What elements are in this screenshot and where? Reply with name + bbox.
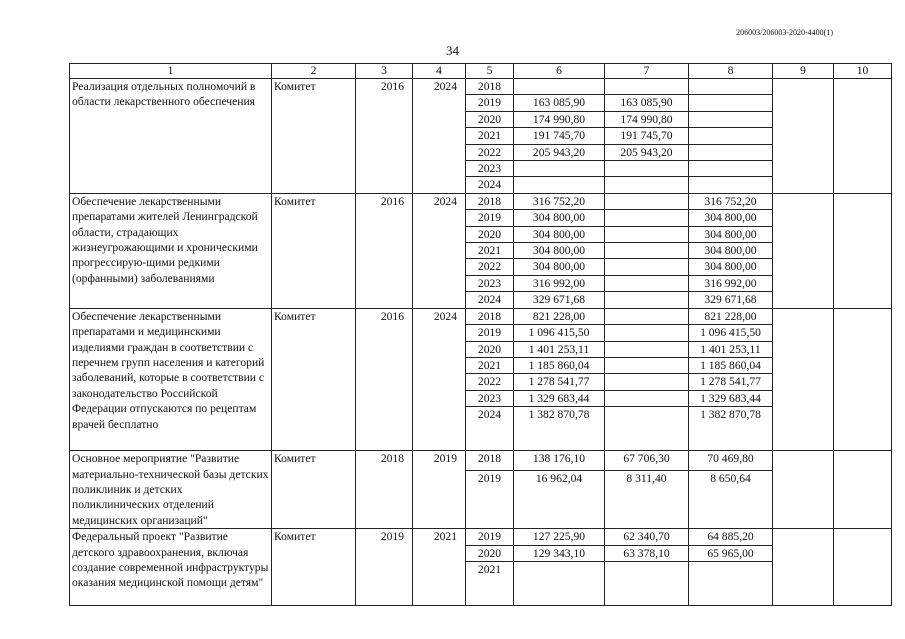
- regional-amount: 1 329 683,44: [689, 390, 773, 406]
- regional-amount: 70 469,80: [689, 451, 773, 471]
- regional-amount: 1 185 860,04: [689, 357, 773, 373]
- total-amount: [514, 161, 605, 177]
- year: 2019: [466, 529, 514, 545]
- total-amount: 329 671,68: [514, 292, 605, 308]
- year: 2021: [466, 128, 514, 144]
- start-year: 2016: [356, 193, 413, 308]
- federal-amount: 62 340,70: [605, 529, 689, 545]
- federal-amount: [605, 325, 689, 341]
- table-body: [70, 79, 892, 606]
- col-10-cell: [834, 193, 892, 308]
- year: 2022: [466, 259, 514, 275]
- federal-amount: [605, 177, 689, 193]
- federal-amount: 174 990,80: [605, 111, 689, 127]
- total-amount: 16 962,04: [514, 471, 605, 529]
- column-header: 1: [70, 64, 272, 79]
- end-year: 2024: [413, 193, 466, 308]
- year: 2020: [466, 226, 514, 242]
- column-header: 6: [514, 64, 605, 79]
- col-9-cell: [773, 79, 834, 194]
- end-year: 2019: [413, 451, 466, 529]
- regional-amount: 304 800,00: [689, 226, 773, 242]
- page-number: 34: [446, 43, 459, 58]
- regional-amount: 316 752,20: [689, 193, 773, 209]
- start-year: 2018: [356, 451, 413, 529]
- executor: Комитет: [272, 308, 356, 450]
- federal-amount: [605, 390, 689, 406]
- total-amount: [514, 177, 605, 193]
- total-amount: 174 990,80: [514, 111, 605, 127]
- federal-amount: [605, 193, 689, 209]
- regional-amount: 1 401 253,11: [689, 341, 773, 357]
- regional-amount: 316 992,00: [689, 275, 773, 291]
- total-amount: 1 096 415,50: [514, 325, 605, 341]
- year: 2022: [466, 144, 514, 160]
- col-10-cell: [834, 529, 892, 606]
- regional-amount: 821 228,00: [689, 308, 773, 324]
- item-name: Федеральный проект "Развитие детского здравоохранения, включая создание современной инфраструктуры оказания медицинской помощи детям": [70, 529, 272, 606]
- regional-amount: 1 382 870,78: [689, 407, 773, 451]
- federal-amount: [605, 292, 689, 308]
- executor: Комитет: [272, 451, 356, 529]
- year: 2020: [466, 545, 514, 561]
- year: 2023: [466, 390, 514, 406]
- executor: Комитет: [272, 529, 356, 606]
- federal-amount: [605, 275, 689, 291]
- year: 2020: [466, 111, 514, 127]
- regional-amount: [689, 177, 773, 193]
- regional-amount: 329 671,68: [689, 292, 773, 308]
- year: 2019: [466, 471, 514, 529]
- total-amount: 138 176,10: [514, 451, 605, 471]
- col-9-cell: [773, 193, 834, 308]
- year: 2022: [466, 374, 514, 390]
- total-amount: [514, 79, 605, 95]
- year: 2018: [466, 193, 514, 209]
- item-name: Обеспечение лекарственными препаратами и медицинскими изделиями граждан в соответствии с перечнем групп населения и категорий заболеваний, которые в соответствии с законодательство Российской Федерации отпускаются по рецептам врачей бесплатно: [70, 308, 272, 450]
- regional-amount: [689, 561, 773, 605]
- total-amount: 1 278 541,77: [514, 374, 605, 390]
- federal-amount: 205 943,20: [605, 144, 689, 160]
- col-9-cell: [773, 451, 834, 529]
- year: 2018: [466, 79, 514, 95]
- total-amount: 304 800,00: [514, 259, 605, 275]
- total-amount: 316 752,20: [514, 193, 605, 209]
- table-row: [70, 79, 892, 95]
- column-header: 9: [773, 64, 834, 79]
- table-row: [70, 308, 892, 324]
- year: 2023: [466, 161, 514, 177]
- federal-amount: [605, 243, 689, 259]
- total-amount: 205 943,20: [514, 144, 605, 160]
- total-amount: 1 401 253,11: [514, 341, 605, 357]
- year: 2023: [466, 275, 514, 291]
- total-amount: 304 800,00: [514, 243, 605, 259]
- total-amount: 316 992,00: [514, 275, 605, 291]
- total-amount: 127 225,90: [514, 529, 605, 545]
- year: 2020: [466, 341, 514, 357]
- start-year: 2016: [356, 308, 413, 450]
- total-amount: 304 800,00: [514, 210, 605, 226]
- col-10-cell: [834, 451, 892, 529]
- start-year: 2019: [356, 529, 413, 606]
- column-header: 10: [834, 64, 892, 79]
- federal-amount: [605, 357, 689, 373]
- year: 2019: [466, 210, 514, 226]
- year: 2019: [466, 95, 514, 111]
- regional-amount: [689, 95, 773, 111]
- end-year: 2024: [413, 79, 466, 194]
- total-amount: 163 085,90: [514, 95, 605, 111]
- federal-amount: [605, 79, 689, 95]
- year: 2018: [466, 451, 514, 471]
- total-amount: [514, 561, 605, 605]
- federal-amount: 67 706,30: [605, 451, 689, 471]
- total-amount: 1 329 683,44: [514, 390, 605, 406]
- federal-amount: [605, 226, 689, 242]
- year: 2019: [466, 325, 514, 341]
- column-header: 8: [689, 64, 773, 79]
- regional-amount: 1 278 541,77: [689, 374, 773, 390]
- regional-amount: 304 800,00: [689, 210, 773, 226]
- column-header: 5: [466, 64, 514, 79]
- total-amount: 1 382 870,78: [514, 407, 605, 451]
- regional-amount: 8 650,64: [689, 471, 773, 529]
- item-name: Реализация отдельных полномочий в области лекарственного обеспечения: [70, 79, 272, 194]
- federal-amount: [605, 407, 689, 451]
- year: 2021: [466, 561, 514, 605]
- end-year: 2021: [413, 529, 466, 606]
- table-row: [70, 451, 892, 471]
- document-reference: 206003/206003-2020-4400(1): [736, 28, 833, 37]
- table-row: [70, 193, 892, 209]
- regional-amount: 65 965,00: [689, 545, 773, 561]
- regional-amount: 1 096 415,50: [689, 325, 773, 341]
- year: 2024: [466, 177, 514, 193]
- header-row: [70, 64, 892, 79]
- federal-amount: [605, 308, 689, 324]
- column-header: 3: [356, 64, 413, 79]
- regional-amount: [689, 161, 773, 177]
- col-9-cell: [773, 308, 834, 450]
- col-10-cell: [834, 79, 892, 194]
- federal-amount: 191 745,70: [605, 128, 689, 144]
- regional-amount: 304 800,00: [689, 259, 773, 275]
- executor: Комитет: [272, 193, 356, 308]
- federal-amount: 63 378,10: [605, 545, 689, 561]
- column-header: 2: [272, 64, 356, 79]
- year: 2018: [466, 308, 514, 324]
- federal-amount: 8 311,40: [605, 471, 689, 529]
- regional-amount: [689, 144, 773, 160]
- total-amount: 1 185 860,04: [514, 357, 605, 373]
- regional-amount: 304 800,00: [689, 243, 773, 259]
- year: 2021: [466, 243, 514, 259]
- end-year: 2024: [413, 308, 466, 450]
- total-amount: 304 800,00: [514, 226, 605, 242]
- total-amount: 191 745,70: [514, 128, 605, 144]
- executor: Комитет: [272, 79, 356, 194]
- column-header: 4: [413, 64, 466, 79]
- column-header: 7: [605, 64, 689, 79]
- item-name: Обеспечение лекарственными препаратами жителей Ленинградской области, страдающих жизнеугрожающими и хроническими прогрессирую-щими редкими (орфанными) заболеваниями: [70, 193, 272, 308]
- year: 2024: [466, 292, 514, 308]
- col-10-cell: [834, 308, 892, 450]
- federal-amount: [605, 161, 689, 177]
- budget-table: [69, 63, 892, 606]
- federal-amount: [605, 341, 689, 357]
- item-name: Основное мероприятие "Развитие материально-технической базы детских поликлиник и детских поликлинических отделений медицинских организаций": [70, 451, 272, 529]
- regional-amount: 64 885,20: [689, 529, 773, 545]
- year: 2021: [466, 357, 514, 373]
- regional-amount: [689, 111, 773, 127]
- start-year: 2016: [356, 79, 413, 194]
- table-row: [70, 529, 892, 545]
- total-amount: 821 228,00: [514, 308, 605, 324]
- total-amount: 129 343,10: [514, 545, 605, 561]
- col-9-cell: [773, 529, 834, 606]
- federal-amount: 163 085,90: [605, 95, 689, 111]
- federal-amount: [605, 210, 689, 226]
- federal-amount: [605, 259, 689, 275]
- regional-amount: [689, 79, 773, 95]
- year: 2024: [466, 407, 514, 451]
- federal-amount: [605, 561, 689, 605]
- federal-amount: [605, 374, 689, 390]
- regional-amount: [689, 128, 773, 144]
